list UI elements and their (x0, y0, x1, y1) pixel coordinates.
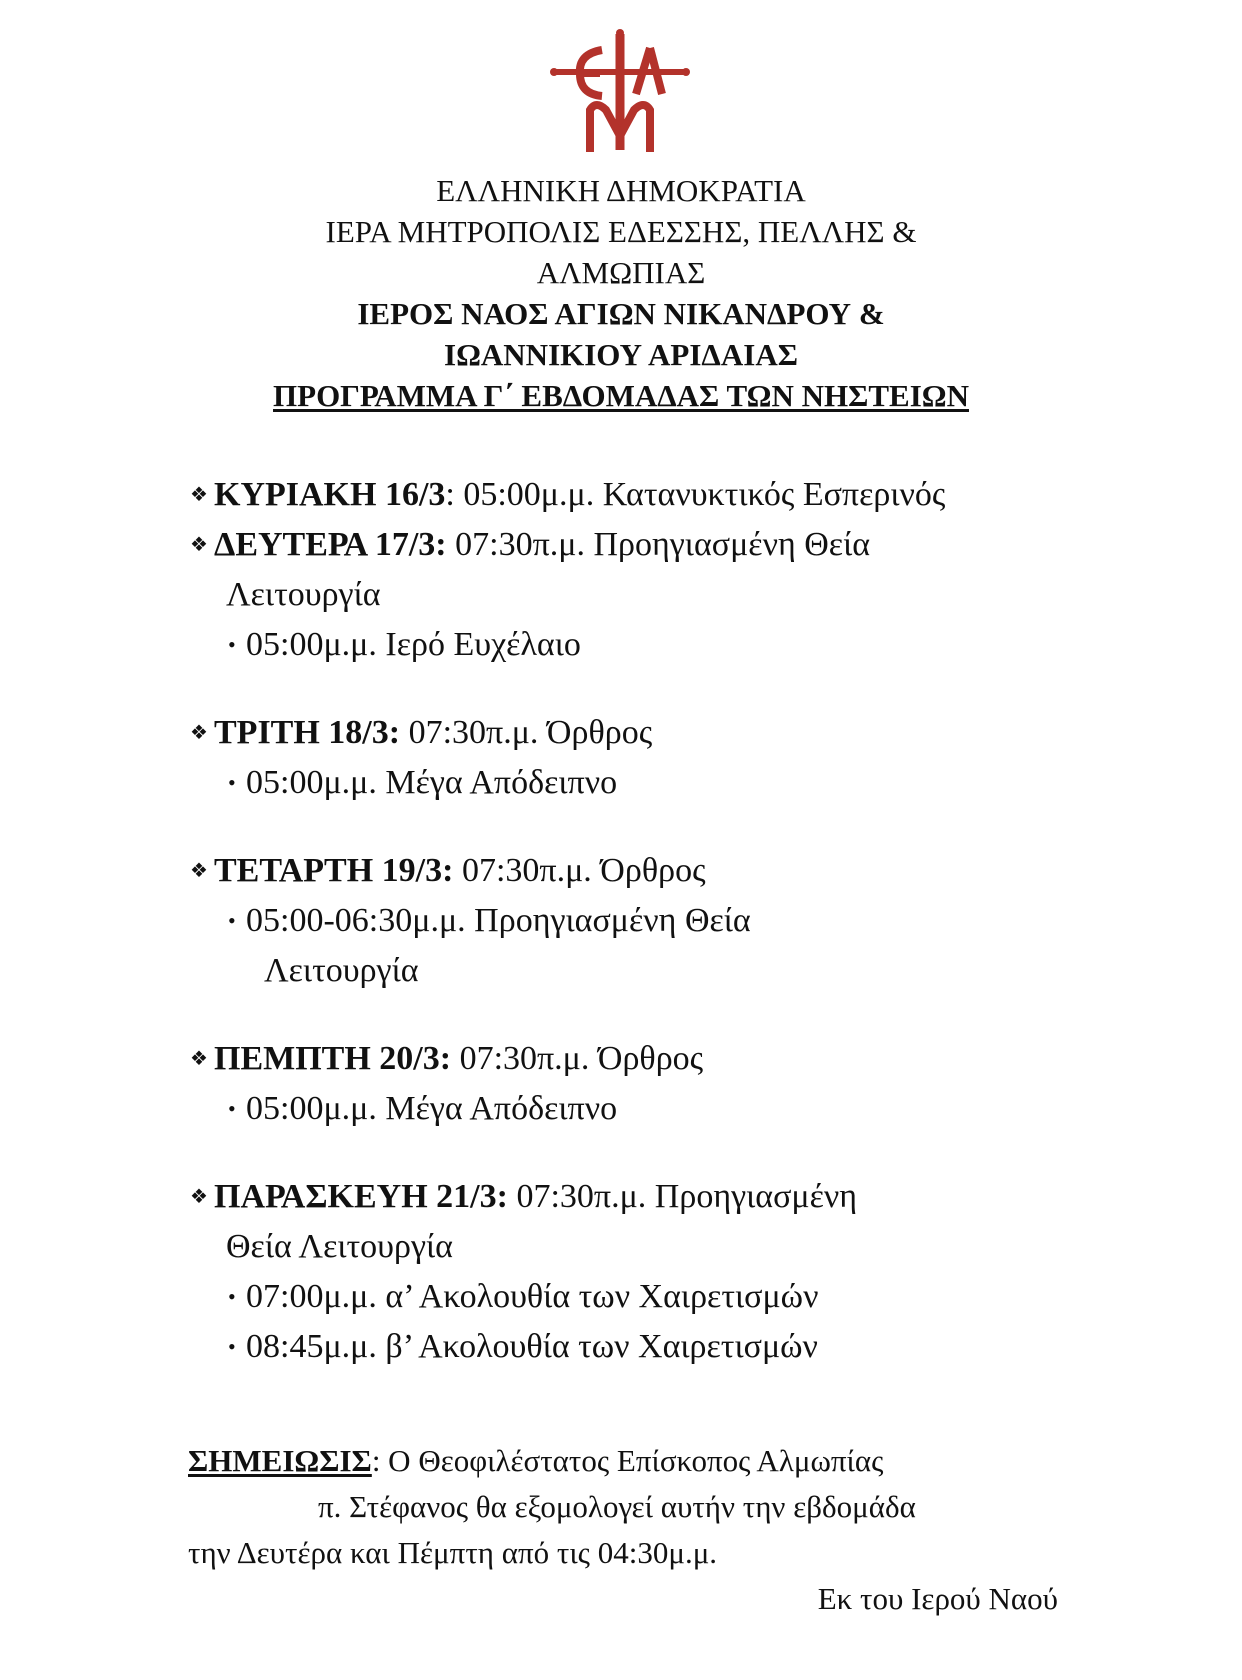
schedule-day-sunday (188, 470, 1088, 520)
sub-item-text: 05:00μ.μ. Ιερό Ευχέλαιο (246, 626, 581, 663)
note-line-1 (188, 1443, 883, 1478)
schedule-day-tuesday (188, 708, 1088, 808)
day-text: 07:30π.μ. Προηγιασμένη (507, 1178, 858, 1215)
day-name: ΠΕΜΠΤΗ 20/3: (214, 1040, 452, 1077)
schedule-day-wednesday (188, 846, 1088, 996)
day-name: ΔΕΥΤΕΡΑ 17/3: (214, 526, 447, 563)
country-line: ΕΛΛΗΝΙΚΗ ΔΗΜΟΚΡΑΤΙΑ (436, 173, 806, 208)
diamond-bullet-icon: ❖ (190, 1048, 208, 1070)
day-text-cont: Θεία Λειτουργία (226, 1228, 453, 1265)
sub-item (188, 1272, 1088, 1322)
sub-item (188, 620, 1088, 670)
metropolis-line: ΙΕΡΑ ΜΗΤΡΟΠΟΛΙΣ ΕΔΕΣΣΗΣ, ΠΕΛΛΗΣ & (325, 214, 917, 249)
schedule-day-monday (188, 520, 1088, 670)
schedule-day-thursday (188, 1034, 1088, 1134)
day-text-cont: Λειτουργία (226, 576, 381, 613)
day-text: 07:30π.μ. Όρθρος (400, 714, 653, 751)
church-name-line: ΙΕΡΟΣ ΝΑΟΣ ΑΓΙΩΝ ΝΙΚΑΝΔΡΟΥ & (357, 296, 885, 331)
day-text: 07:30π.μ. Όρθρος (451, 1040, 704, 1077)
day-text: 07:30π.μ. Προηγιασμένη Θεία (446, 526, 871, 563)
sub-item-text: 07:00μ.μ. α’ Ακολουθία των Χαιρετισμών (246, 1278, 819, 1315)
sub-item (188, 758, 1088, 808)
metropolis-line-cont: ΑΛΜΩΠΙΑΣ (536, 255, 706, 290)
day-name: ΚΥΡΙΑΚΗ 16/3 (214, 476, 446, 513)
header (0, 170, 1242, 416)
sub-item-text: 05:00μ.μ. Μέγα Απόδειπνο (246, 764, 618, 801)
day-text: 07:30π.μ. Όρθρος (453, 852, 706, 889)
day-name: ΠΑΡΑΣΚΕΥΗ 21/3: (214, 1178, 508, 1215)
page-title: ΠΡΟΓΡΑΜΜΑ Γ΄ ΕΒΔΟΜΑΔΑΣ ΤΩΝ ΝΗΣΤΕΙΩΝ (273, 378, 969, 413)
church-name-line-cont: ΙΩΑΝΝΙΚΙΟΥ ΑΡΙΔΑΙΑΣ (444, 337, 798, 372)
sub-item-text-cont: Λειτουργία (264, 952, 419, 989)
sub-item (188, 1084, 1088, 1134)
dot-bullet-icon: • (228, 632, 236, 657)
dot-bullet-icon: • (228, 908, 236, 933)
day-name: ΤΕΤΑΡΤΗ 19/3: (214, 852, 454, 889)
sub-item-text: 08:45μ.μ. β’ Ακολουθία των Χαιρετισμών (246, 1328, 818, 1365)
weekly-schedule (188, 470, 1088, 1410)
sub-item-text: 05:00-06:30μ.μ. Προηγιασμένη Θεία (246, 902, 751, 939)
note-line-2: π. Στέφανος θα εξομολογεί αυτήν την εβδομάδα (318, 1489, 916, 1524)
diamond-bullet-icon: ❖ (190, 1186, 208, 1208)
signature: Εκ του Ιερού Ναού (817, 1581, 1058, 1616)
note-text: : Ο Θεοφιλέστατος Επίσκοπος Αλμωπίας (371, 1443, 884, 1478)
diamond-bullet-icon: ❖ (190, 484, 208, 506)
dot-bullet-icon: • (228, 1096, 236, 1121)
note-line-3: την Δευτέρα και Πέμπτη από τις 04:30μ.μ. (188, 1535, 718, 1570)
diamond-bullet-icon: ❖ (190, 722, 208, 744)
sub-item-text: 05:00μ.μ. Μέγα Απόδειπνο (246, 1090, 618, 1127)
schedule-day-friday (188, 1172, 1088, 1372)
day-name: ΤΡΙΤΗ 18/3: (214, 714, 401, 751)
dot-bullet-icon: • (228, 1334, 236, 1359)
sub-item (188, 896, 1088, 946)
note-label: ΣΗΜΕΙΩΣΙΣ (188, 1443, 372, 1478)
day-text: : 05:00μ.μ. Κατανυκτικός Εσπερινός (445, 476, 946, 513)
sub-item (188, 1322, 1088, 1372)
diamond-bullet-icon: ❖ (190, 860, 208, 882)
diamond-bullet-icon: ❖ (190, 534, 208, 556)
seal-cross-emblem-icon (550, 28, 690, 158)
dot-bullet-icon: • (228, 770, 236, 795)
dot-bullet-icon: • (228, 1284, 236, 1309)
note-section (188, 1438, 1058, 1622)
